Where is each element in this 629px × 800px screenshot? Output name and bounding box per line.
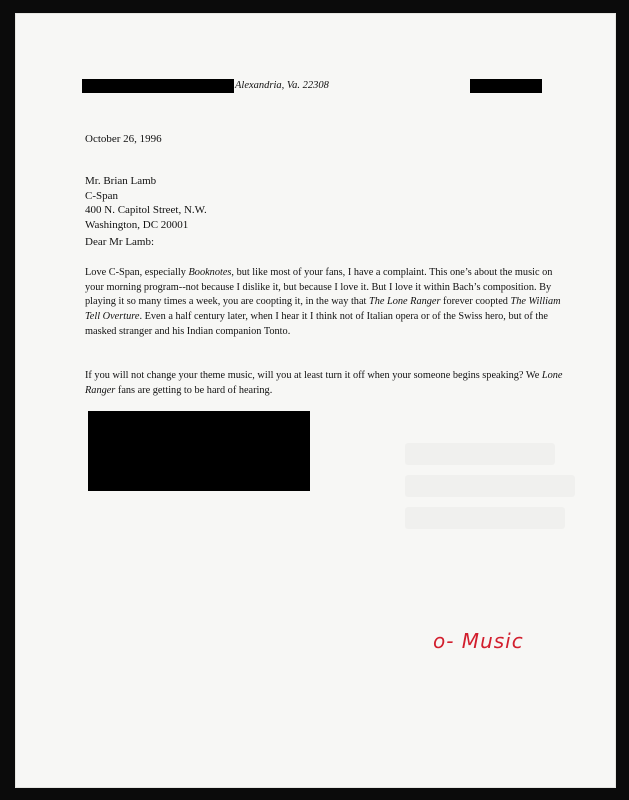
body-paragraph-1 xyxy=(85,266,570,340)
recipient-block xyxy=(85,174,207,232)
body-text: , but like most of your fans, I have a complaint. This one’s about the music on your morning program--not because I dislike it, but because I love it. But I love it within Bach’s composition. By playing it so many times a week, you are coopting it, in the way that xyxy=(85,267,553,308)
body-text: If you will not change your theme music, will you at least turn it off when your someone begins speaking? We xyxy=(85,370,542,381)
recipient-organization: C-Span xyxy=(85,189,118,202)
title-william-tell-overture: The William Tell Overture xyxy=(85,296,561,323)
recipient-name: Mr. Brian Lamb xyxy=(85,175,157,187)
title-lone-ranger: The Lone Ranger xyxy=(368,296,441,308)
letter-page xyxy=(15,13,616,788)
title-booknotes: Booknotes xyxy=(188,267,232,278)
title-lone-ranger: Lone Ranger xyxy=(85,370,563,396)
body-paragraph-2 xyxy=(85,369,570,398)
bleed-through-texture xyxy=(405,443,575,529)
body-text: fans are getting to be hard of hearing. xyxy=(115,384,273,396)
letter-date: October 26, 1996 xyxy=(85,133,162,145)
body-text: Love C-Span, especially xyxy=(85,267,189,278)
recipient-street: 400 N. Capitol Street, N.W. xyxy=(85,204,207,216)
recipient-city: Washington, DC 20001 xyxy=(85,218,189,231)
redacted-phone xyxy=(470,79,542,93)
salutation: Dear Mr Lamb: xyxy=(85,236,155,248)
handwritten-annotation: o- Music xyxy=(433,629,524,653)
redacted-sender-name xyxy=(82,79,234,93)
redacted-signature xyxy=(88,411,310,491)
body-text: forever coopted xyxy=(440,296,511,308)
body-text: . Even a half century later, when I hear it I think not of Italian opera or of the Swiss hero, but of the masked stranger and his Indian companion Tonto. xyxy=(85,311,548,337)
sender-address: Alexandria, Va. 22308 xyxy=(235,80,329,91)
